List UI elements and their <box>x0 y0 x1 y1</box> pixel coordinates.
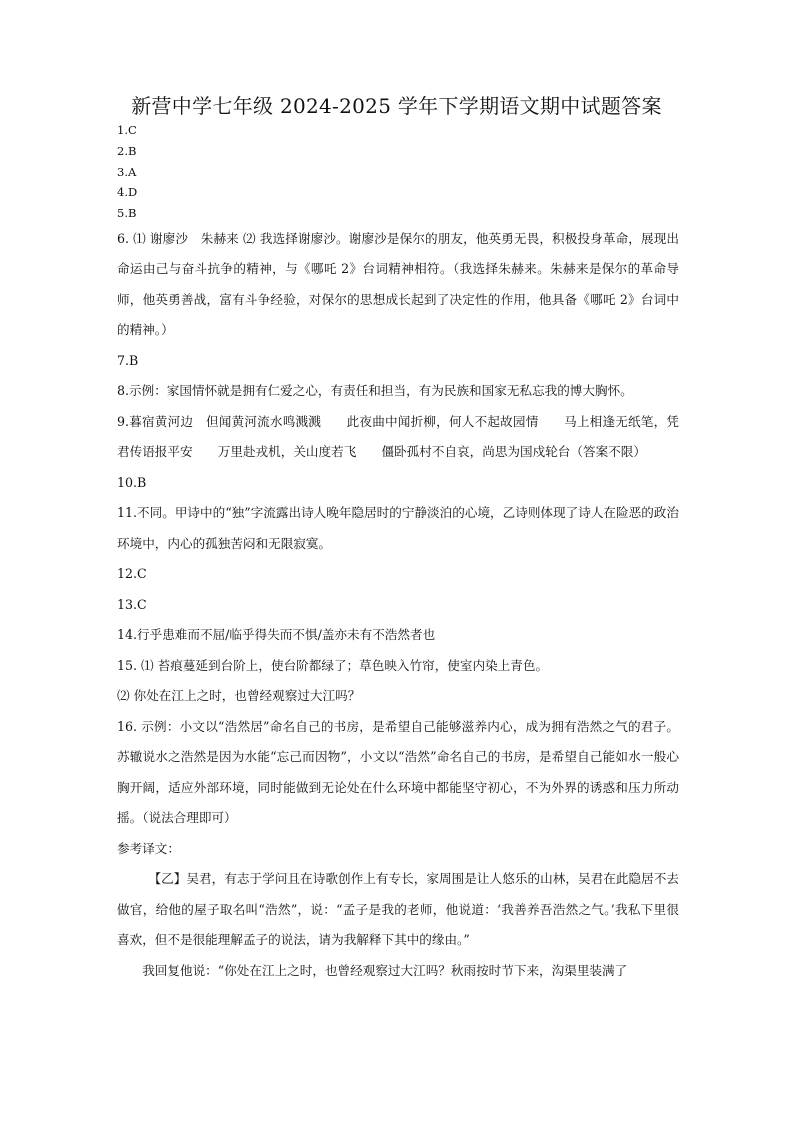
answer-6: 6. ⑴ 谢廖沙 朱赫来 ⑵ 我选择谢廖沙。谢廖沙是保尔的朋友，他英勇无畏，积极投身革命，展现出命运由己与奋斗抗争的精神，与《哪吒 2》台词精神相符。（我选择朱赫来。朱赫来是保尔的革命导师，他英勇善战，富有斗争经验，对保尔的思想成长起到了决定性的作用，他具备《哪吒 2》台词中的精神。） <box>117 230 679 338</box>
answer-14: 14.行乎患难而不屈/临乎得失而不惧/盖亦未有不浩然者也 <box>117 627 436 643</box>
answer-4: 4.D <box>117 185 138 200</box>
answer-11: 11.不同。甲诗中的“独”字流露出诗人晚年隐居时的宁静淡泊的心境，乙诗则体现了诗人在险恶的政治环境中，内心的孤独苦闷和无限寂寞。 <box>117 505 679 551</box>
answer-13: 13.C <box>117 596 147 612</box>
answer-content <box>117 120 679 986</box>
reference-translation-label: 参考译文： <box>117 840 180 856</box>
answer-15-part-1: 15. ⑴ 苔痕蔓延到台阶上，使台阶都绿了；草色映入竹帘，使室内染上青色。 <box>117 657 549 673</box>
page-title: 新营中学七年级 2024-2025 学年下学期语文期中试题答案 <box>131 94 662 118</box>
answer-5: 5.B <box>117 206 137 221</box>
answer-3: 3.A <box>117 164 137 179</box>
answer-12: 12.C <box>117 566 147 582</box>
answer-16: 16. 示例：小文以“浩然居”命名自己的书房，是希望自己能够滋养内心，成为拥有浩然之气的君子。苏辙说水之浩然是因为水能“忘己而因物”，小文以“浩然”命名自己的书房，是希望自己能如水一般心胸开阔，适应外部环境，同时能做到无论处在什么环境中都能坚守初心，不为外界的诱惑和压力所动摇。（说法合理即可） <box>117 718 679 826</box>
answer-10: 10.B <box>117 474 147 490</box>
answer-2: 2.B <box>117 143 137 158</box>
answer-9: 9.暮宿黄河边 但闻黄河流水鸣溅溅 此夜曲中闻折柳，何人不起故园情 马上相逢无纸笔，凭君传语报平安 万里赴戎机，关山度若飞 僵卧孤村不自哀，尚思为国戍轮台（答案不限） <box>117 413 679 460</box>
answer-7: 7.B <box>117 352 139 368</box>
answer-15-part-2: ⑵ 你处在江上之时，也曾经观察过大江吗？ <box>117 688 361 704</box>
answer-8: 8.示例：家国情怀就是拥有仁爱之心，有责任和担当，有为民族和国家无私忘我的博大胸怀。 <box>117 383 633 399</box>
translation-paragraph-2: 我回复他说：“你处在江上之时，也曾经观察过大江吗？秋雨按时节下来，沟渠里装满了 <box>142 962 628 978</box>
answer-1: 1.C <box>117 123 137 137</box>
translation-paragraph-1: 【乙】吴君，有志于学问且在诗歌创作上有专长，家周围是让人悠乐的山林，吴君在此隐居不去做官，给他的屋子取名叫“浩然”，说：“孟子是我的老师，他说道：‘我善养吾浩然之气。’我私下里很喜欢，但不是很能理解孟子的说法，请为我解释下其中的缘由。” <box>117 871 679 948</box>
